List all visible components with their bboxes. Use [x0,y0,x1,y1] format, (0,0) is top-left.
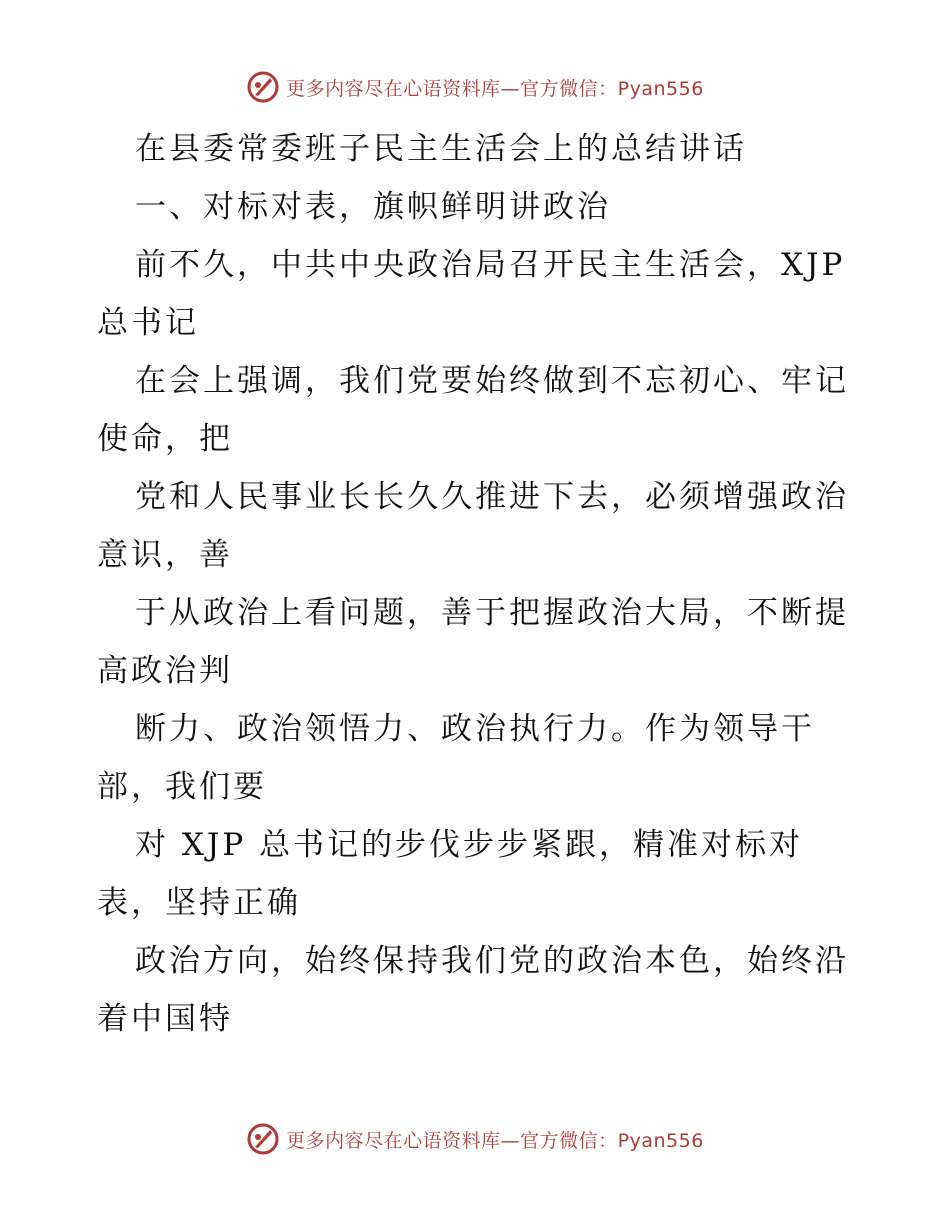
header-banner [0,70,950,104]
footer-banner [0,1122,950,1156]
footer-banner-text: 更多内容尽在心语资料库—官方微信：Pyan556 [286,1129,704,1152]
paragraph-line: 总书记 [97,305,199,341]
paragraph-line: 表，坚持正确 [97,885,301,921]
paragraph-line: 在会上强调，我们党要始终做到不忘初心、牢记 [135,363,849,399]
section-heading: 一、对标对表，旗帜鲜明讲政治 [135,189,611,225]
feather-quill-logo-icon [246,1122,280,1156]
paragraph-line: 前不久，中共中央政治局召开民主生活会，XJP [135,247,846,283]
paragraph-line: 使命，把 [97,421,233,457]
paragraph-line: 断力、政治领悟力、政治执行力。作为领导干 [135,711,815,747]
paragraph-line: 着中国特 [97,1001,233,1037]
paragraph-line: 政治方向，始终保持我们党的政治本色，始终沿 [135,943,849,979]
paragraph-line: 高政治判 [97,653,233,689]
paragraph-line: 党和人民事业长长久久推进下去，必须增强政治 [135,479,849,515]
paragraph-line: 于从政治上看问题，善于把握政治大局，不断提 [135,595,849,631]
document-title: 在县委常委班子民主生活会上的总结讲话 [135,131,747,167]
document-body [97,120,857,1048]
feather-quill-logo-icon [246,70,280,104]
header-banner-text: 更多内容尽在心语资料库—官方微信：Pyan556 [286,77,704,100]
paragraph-line: 部，我们要 [97,769,267,805]
paragraph-line: 意识，善 [97,537,233,573]
paragraph-line: 对 XJP 总书记的步伐步步紧跟，精准对标对 [135,827,804,863]
